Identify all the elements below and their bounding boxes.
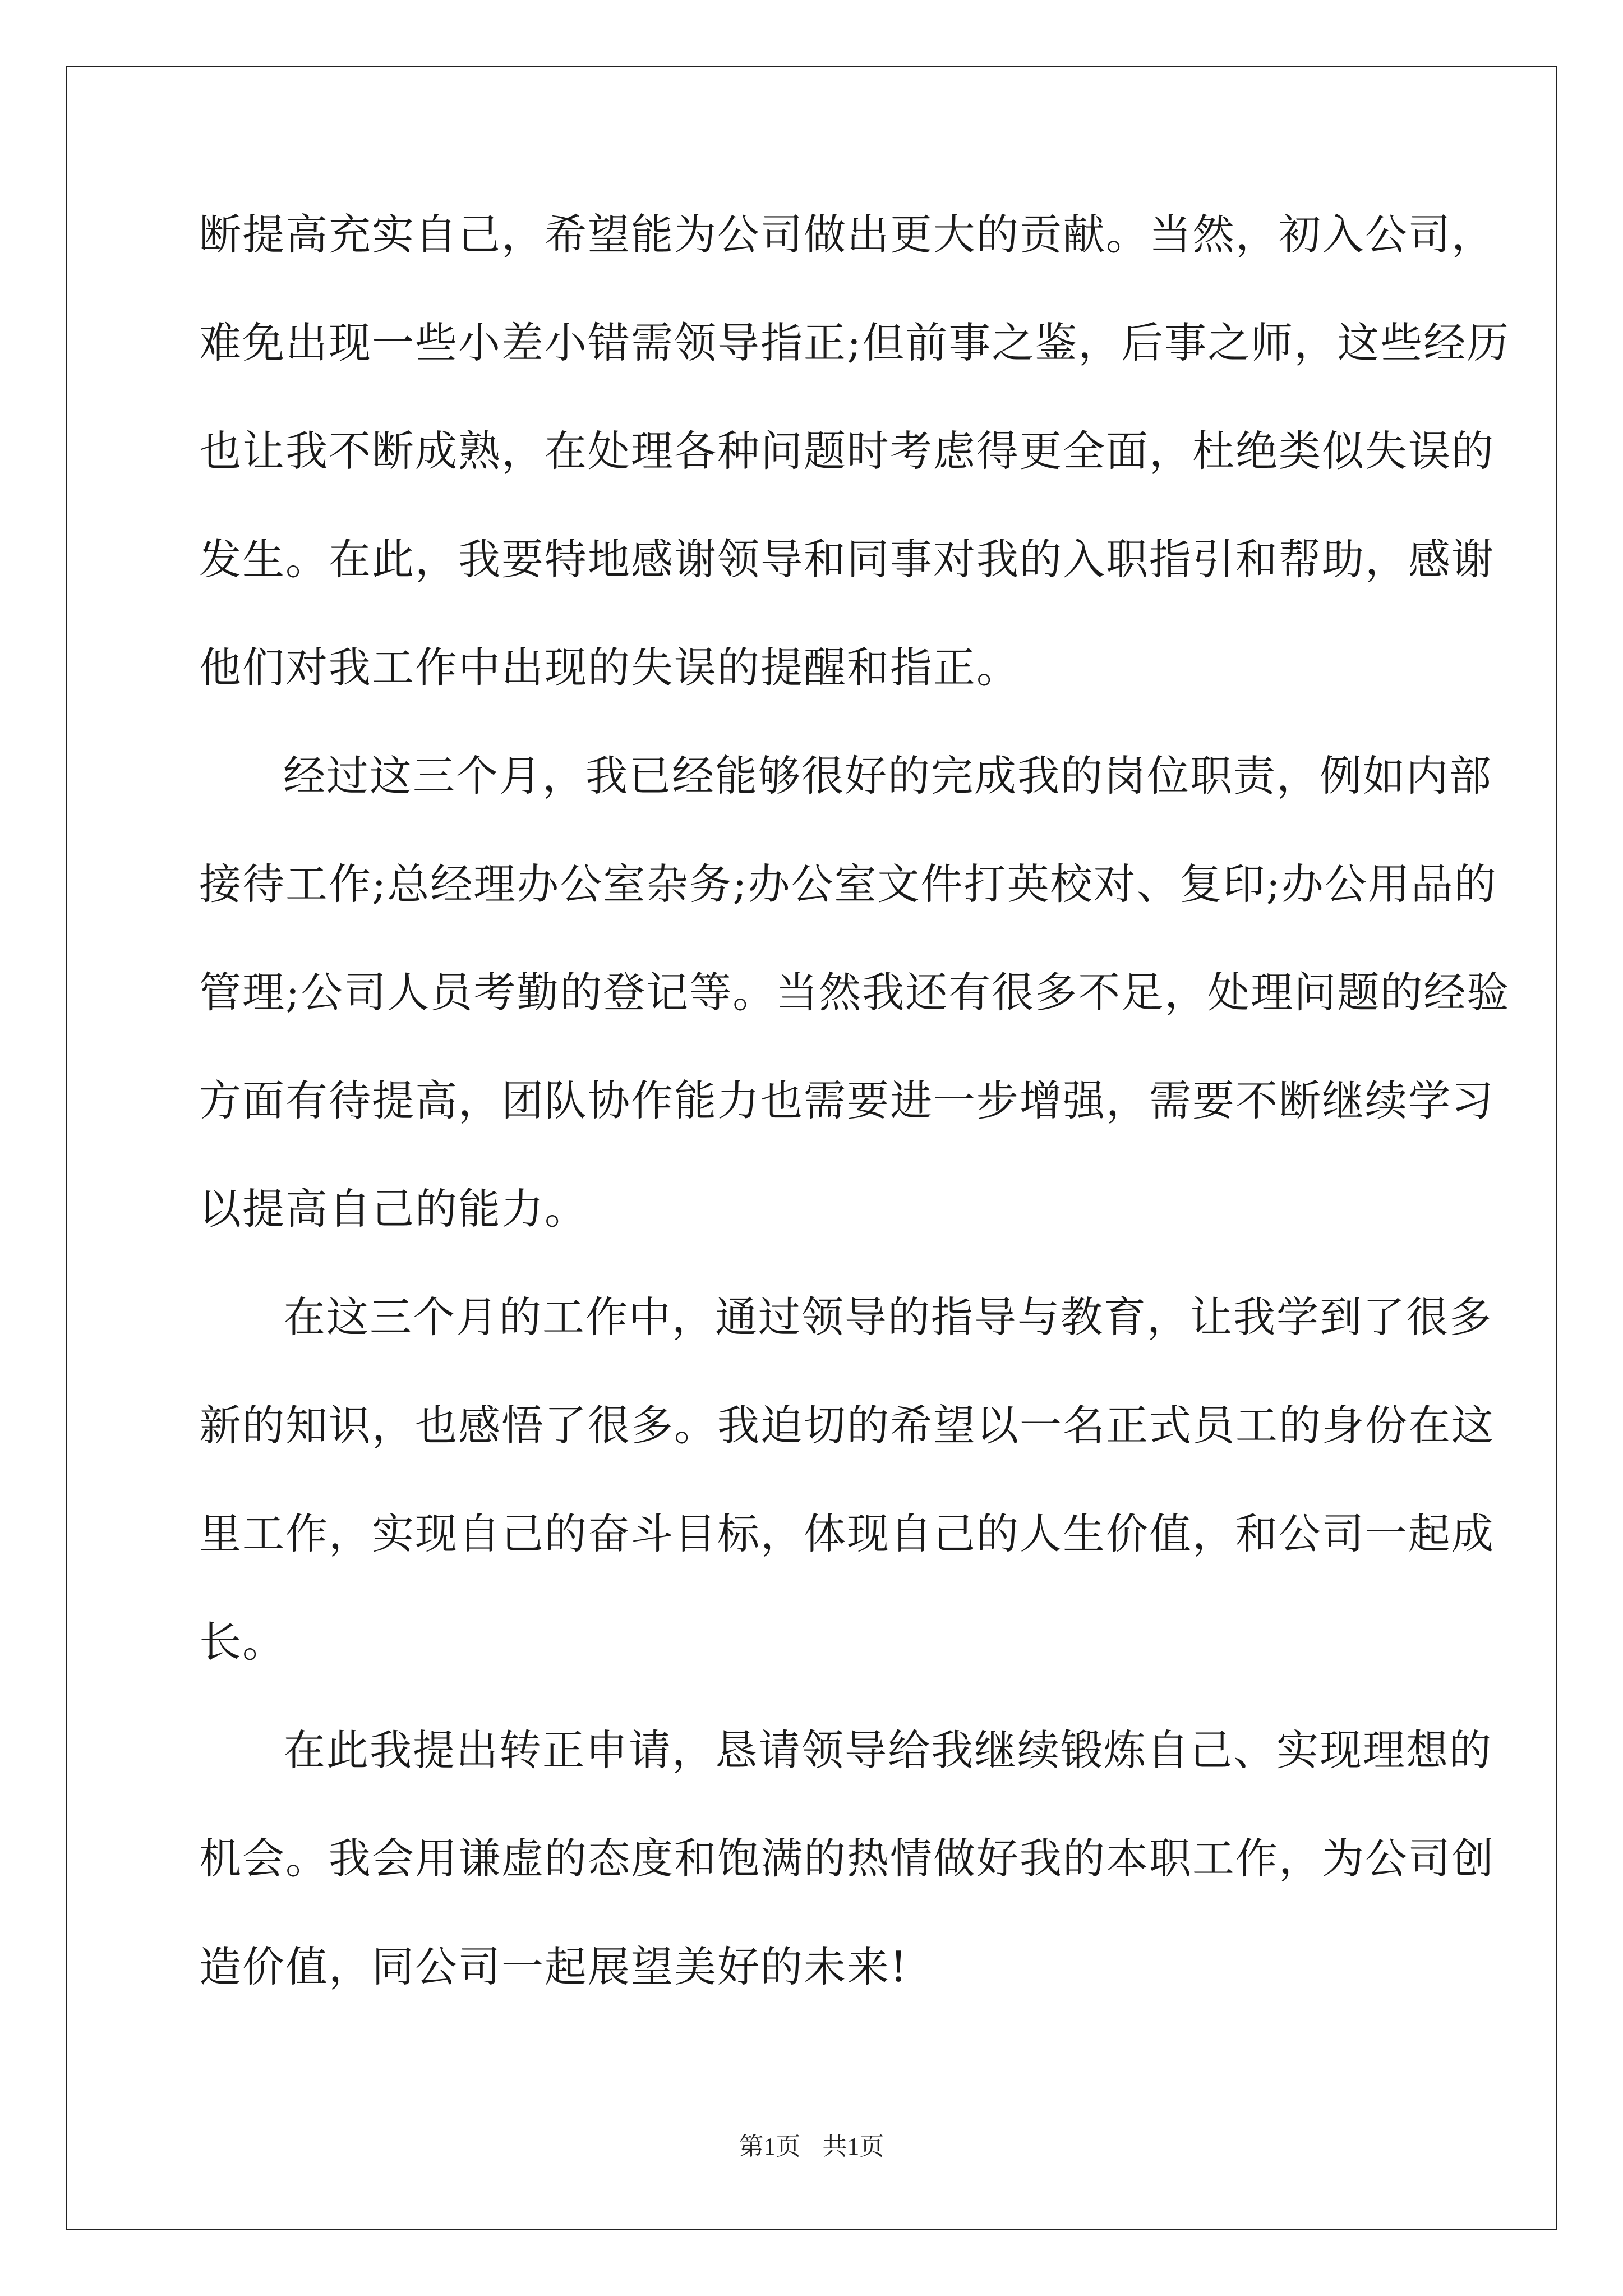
page-number-total: 共1页 <box>822 2133 884 2160</box>
text-line: 发生。在此，我要特地感谢领导和同事对我的入职指引和帮助，感谢 <box>199 535 1495 584</box>
page-number-current: 第1页 <box>739 2133 801 2160</box>
text-line: 管理;公司人员考勤的登记等。当然我还有很多不足，处理问题的经验 <box>199 968 1510 1017</box>
text-line: 断提高充实自己，希望能为公司做出更大的贡献。当然，初入公司， <box>199 210 1495 259</box>
text-line: 他们对我工作中出现的失误的提醒和指正。 <box>199 643 1020 692</box>
text-line: 接待工作;总经理办公室杂务;办公室文件打英校对、复印;办公用品的 <box>199 859 1497 909</box>
text-line: 里工作，实现自己的奋斗目标，体现自己的人生价值，和公司一起成 <box>199 1509 1495 1558</box>
text-line: 也让我不断成熟，在处理各种问题时考虑得更全面，杜绝类似失误的 <box>199 426 1495 476</box>
text-line: 机会。我会用谦虚的态度和饱满的热情做好我的本职工作，为公司创 <box>199 1834 1495 1883</box>
text-line: 难免出现一些小差小错需领导指正;但前事之鉴，后事之师，这些经历 <box>199 318 1510 367</box>
page-footer <box>0 2126 1623 2162</box>
text-line: 在这三个月的工作中，通过领导的指导与教育，让我学到了很多 <box>283 1292 1493 1342</box>
text-line: 在此我提出转正申请，恳请领导给我继续锻炼自己、实现理想的 <box>283 1726 1493 1775</box>
text-line: 造价值，同公司一起展望美好的未来! <box>199 1942 909 1991</box>
document-body <box>199 210 1510 2054</box>
text-line: 以提高自己的能力。 <box>199 1184 588 1234</box>
text-line: 长。 <box>199 1617 286 1667</box>
text-line: 经过这三个月，我已经能够很好的完成我的岗位职责，例如内部 <box>283 751 1493 800</box>
text-line: 方面有待提高，团队协作能力也需要进一步增强，需要不断继续学习 <box>199 1076 1495 1125</box>
text-line: 新的知识，也感悟了很多。我迫切的希望以一名正式员工的身份在这 <box>199 1401 1495 1450</box>
